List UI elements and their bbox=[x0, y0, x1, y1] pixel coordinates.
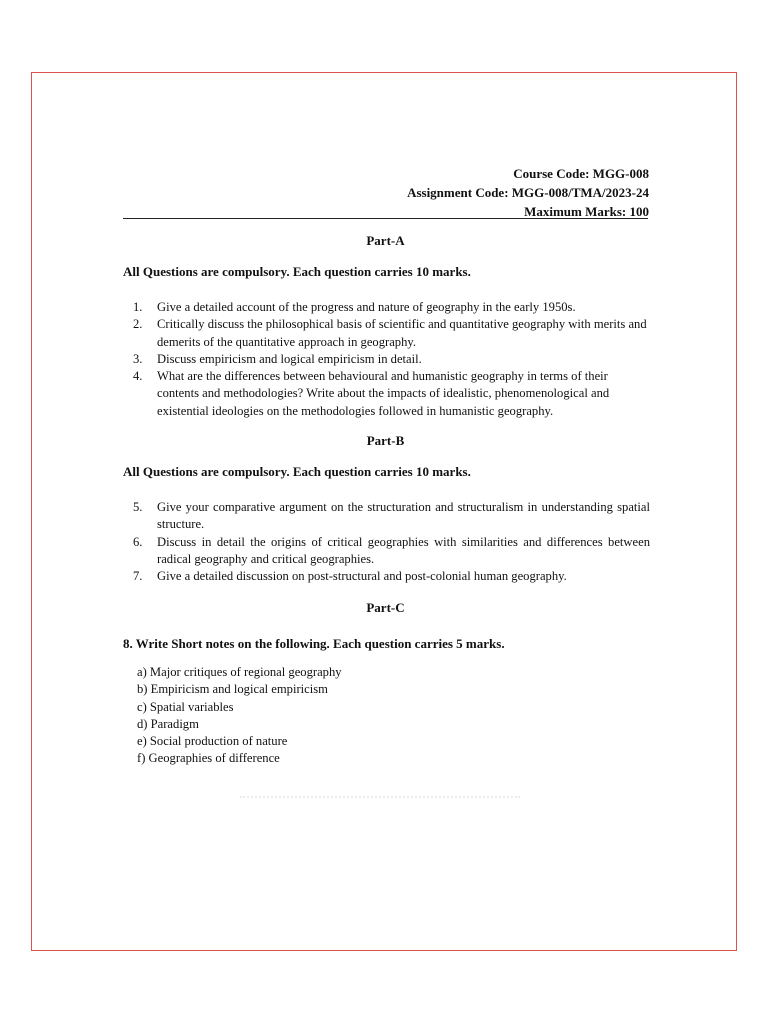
question-item bbox=[123, 299, 650, 316]
part-b-question-list bbox=[123, 499, 650, 585]
question-item bbox=[123, 534, 650, 569]
question-text: What are the differences between behavioural and humanistic geography in terms of their contents and methodologies? Write about the impacts of idealistic, phenomenological and existential ideologies on the methodologies followed in humanistic geography. bbox=[157, 369, 610, 418]
part-a-question-list bbox=[123, 299, 650, 420]
short-note-item: e) Social production of nature bbox=[137, 734, 288, 749]
question-number: 3. bbox=[133, 351, 143, 366]
question-item bbox=[123, 499, 650, 534]
question-text: Give your comparative argument on the structuration and structuralism in understanding spatial structure. bbox=[157, 500, 650, 532]
part-c-title: Part-C bbox=[366, 600, 405, 615]
question-item bbox=[123, 568, 650, 585]
maximum-marks: Maximum Marks: 100 bbox=[524, 204, 649, 219]
question-number: 2. bbox=[133, 317, 143, 332]
question-number: 7. bbox=[133, 569, 143, 584]
part-a-instruction: All Questions are compulsory. Each question carries 10 marks. bbox=[123, 264, 471, 279]
part-b-instruction: All Questions are compulsory. Each question carries 10 marks. bbox=[123, 464, 471, 479]
header-divider bbox=[123, 218, 648, 219]
question-item bbox=[123, 316, 650, 351]
part-b-title: Part-B bbox=[366, 433, 405, 448]
short-note-item: a) Major critiques of regional geography bbox=[137, 665, 342, 679]
question-text: Critically discuss the philosophical basis of scientific and quantitative geography with merits and demerits of the quantitative approach in geography. bbox=[157, 317, 647, 349]
question-text: Discuss empiricism and logical empiricism in detail. bbox=[157, 351, 422, 366]
question-number: 4. bbox=[133, 369, 143, 384]
question-text: Give a detailed account of the progress and nature of geography in the early 1950s. bbox=[157, 300, 576, 314]
course-code: Course Code: MGG-008 bbox=[513, 166, 649, 181]
part-c-instruction: 8. Write Short notes on the following. Each question carries 5 marks. bbox=[123, 636, 505, 651]
short-note-item: d) Paradigm bbox=[137, 716, 199, 731]
short-notes-list bbox=[137, 664, 537, 768]
question-item bbox=[123, 368, 650, 420]
assignment-code: Assignment Code: MGG-008/TMA/2023-24 bbox=[407, 185, 649, 200]
faint-watermark-mark bbox=[240, 796, 520, 798]
short-note-item: f) Geographies of difference bbox=[137, 751, 280, 766]
short-note-item: b) Empiricism and logical empiricism bbox=[137, 682, 328, 697]
question-number: 1. bbox=[133, 300, 143, 314]
question-text: Discuss in detail the origins of critical geographies with similarities and differences between radical geography and critical geographies. bbox=[157, 534, 650, 566]
question-item bbox=[123, 351, 650, 368]
question-text: Give a detailed discussion on post-structural and post-colonial human geography. bbox=[157, 569, 567, 584]
question-number: 6. bbox=[133, 534, 143, 549]
part-a-title: Part-A bbox=[366, 233, 405, 248]
question-number: 5. bbox=[133, 500, 143, 514]
assignment-header bbox=[407, 164, 649, 221]
short-note-item: c) Spatial variables bbox=[137, 699, 234, 714]
